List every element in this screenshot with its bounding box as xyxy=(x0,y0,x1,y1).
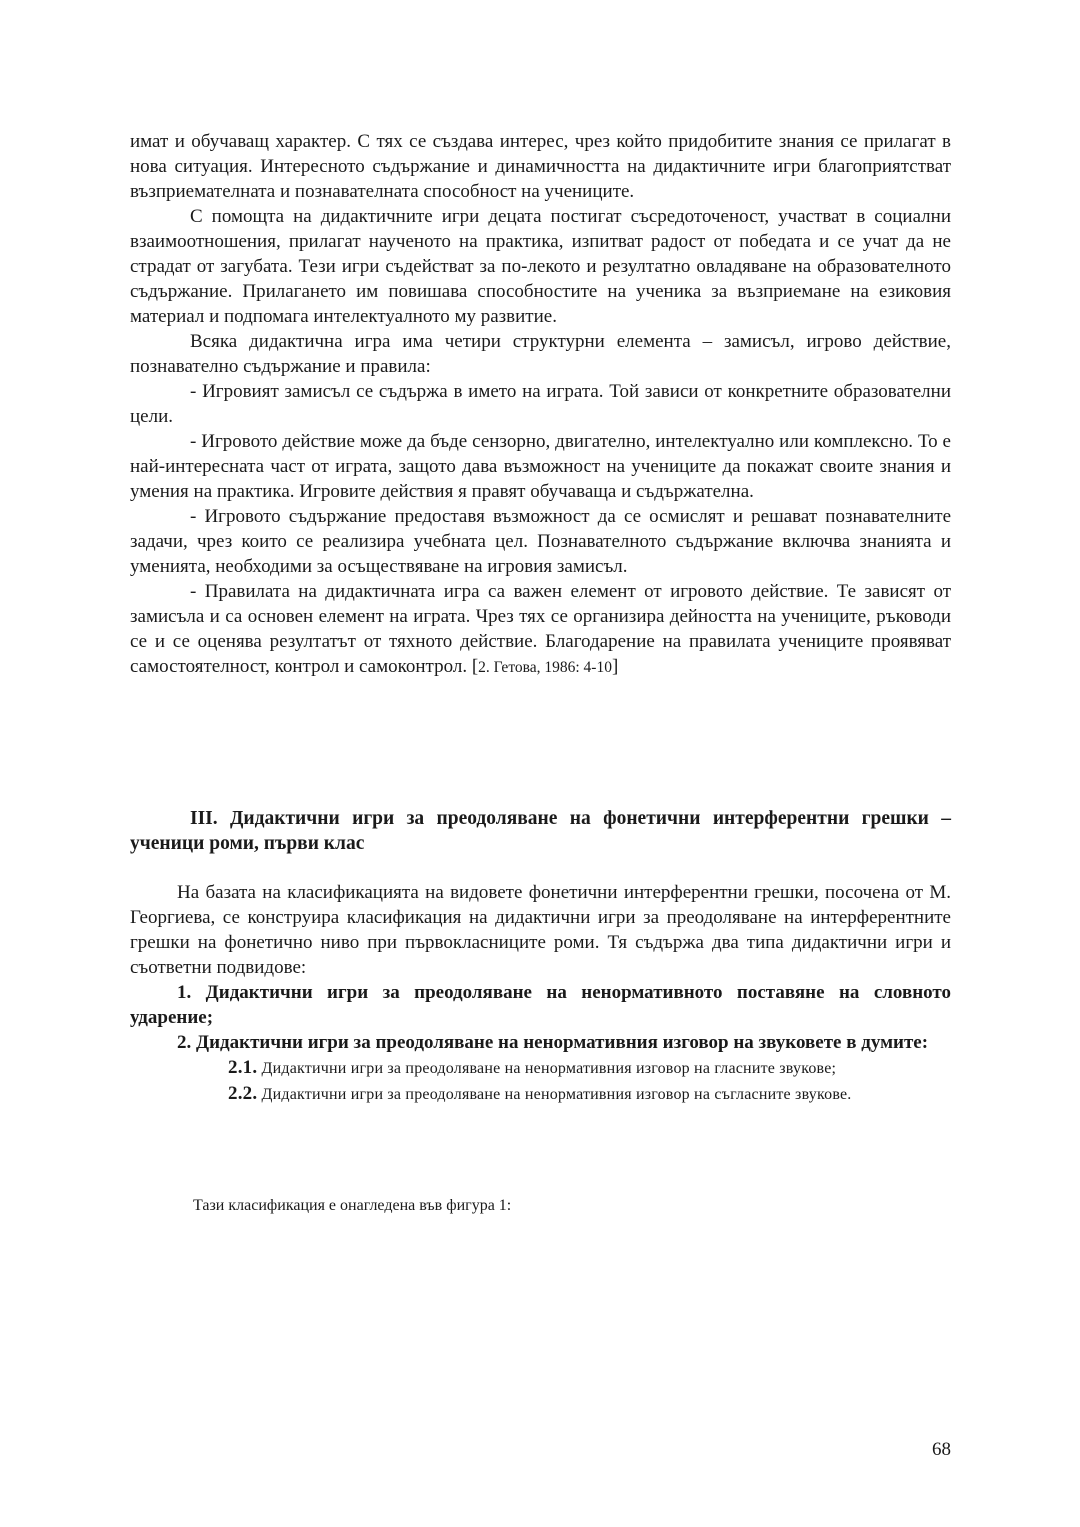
section-body xyxy=(130,880,951,1107)
paragraph-7 xyxy=(130,579,951,680)
paragraph-5: - Игровото действие може да бъде сензорно, двигателно, интелектуално или комплексно. То е най-интересната част от играта, защото дава възможност на учениците да покажат своите знания и умения на практика. Игровите действия я правят обучаваща и съдържателна. xyxy=(130,431,951,502)
page-number: 68 xyxy=(932,1439,951,1460)
sub-item-2-1-number: 2.1. xyxy=(228,1057,258,1078)
paragraph-7-text: - Правилата на дидактичната игра са важен елемент от игровото действие. Те зависят от замисъла и са основен елемент на играта. Чрез тях се организира дейността на учениците, ръководи се и се оценява резултатът от тяхното действие. Благодарение на правилата учениците проявяват самостоятелност, контрол и самоконтрол. [ xyxy=(130,581,951,677)
paragraph-2: С помощта на дидактичните игри децата постигат съсредоточеност, участват в социални взаимоотношения, прилагат наученото на практика, изпитват радост от победата и се учат да не страдат от загубата. Тези игри съдействат за по-лекото и резултатно овладяване на образователното съдържание. Прилагането им повишава способностите на ученика за възприемане на езиковия материал и подпомага интелектуалното му развитие. xyxy=(130,206,951,327)
paragraph-3: Всяка дидактична игра има четири структурни елемента – замисъл, игрово действие, познавателно съдържание и правила: xyxy=(130,331,951,377)
paragraph-6: - Игровото съдържание предоставя възможност да се осмислят и решават познавателните задачи, чрез които се реализира учебната цел. Познавателното съдържание включва знанията и уменията, необходими за осъществяване на игровия замисъл. xyxy=(130,506,951,577)
sub-item-2-1-text: Дидактични игри за преодоляване на ненормативния изговор на гласните звукове; xyxy=(257,1060,837,1077)
sub-item-2-2 xyxy=(130,1081,951,1107)
list-item-2: 2. Дидактични игри за преодоляване на ненормативния изговор на звуковете в думите: xyxy=(177,1032,929,1053)
sub-item-2-2-text: Дидактични игри за преодоляване на ненормативния изговор на съгласните звукове. xyxy=(257,1086,852,1103)
list-item-1: 1. Дидактични игри за преодоляване на ненормативното поставяне на словното ударение; xyxy=(130,982,951,1028)
paragraph-1: имат и обучаващ характер. С тях се създава интерес, чрез който придобитите знания се прилагат в нова ситуация. Интересното съдържание и динамичността на дидактичните игри благоприятстват възприемателната и познавателната способност на учениците. xyxy=(130,131,951,202)
citation-close: ] xyxy=(611,656,619,677)
paragraph-4: - Игровият замисъл се съдържа в името на играта. Той зависи от конкретните образователни цели. xyxy=(130,381,951,427)
sub-item-2-1 xyxy=(130,1055,951,1081)
section-heading: III. Дидактични игри за преодоляване на фонетични интерферентни грешки – ученици роми, първи клас xyxy=(130,808,951,854)
citation: 2. Гетова, 1986: 4-10 xyxy=(478,659,612,676)
section-intro: На базата на класификацията на видовете фонетични интерферентни грешки, посочена от М. Георгиева, се конструира класификация на дидактични игри за преодоляване на интерферентните грешки на фонетично ниво при първокласниците роми. Тя съдържа два типа дидактични игри и съответни подвидове: xyxy=(130,882,951,978)
sub-item-2-2-number: 2.2. xyxy=(228,1083,258,1104)
figure-reference: Тази класификация е онагледена във фигура 1: xyxy=(193,1197,512,1214)
body-text xyxy=(130,129,951,680)
